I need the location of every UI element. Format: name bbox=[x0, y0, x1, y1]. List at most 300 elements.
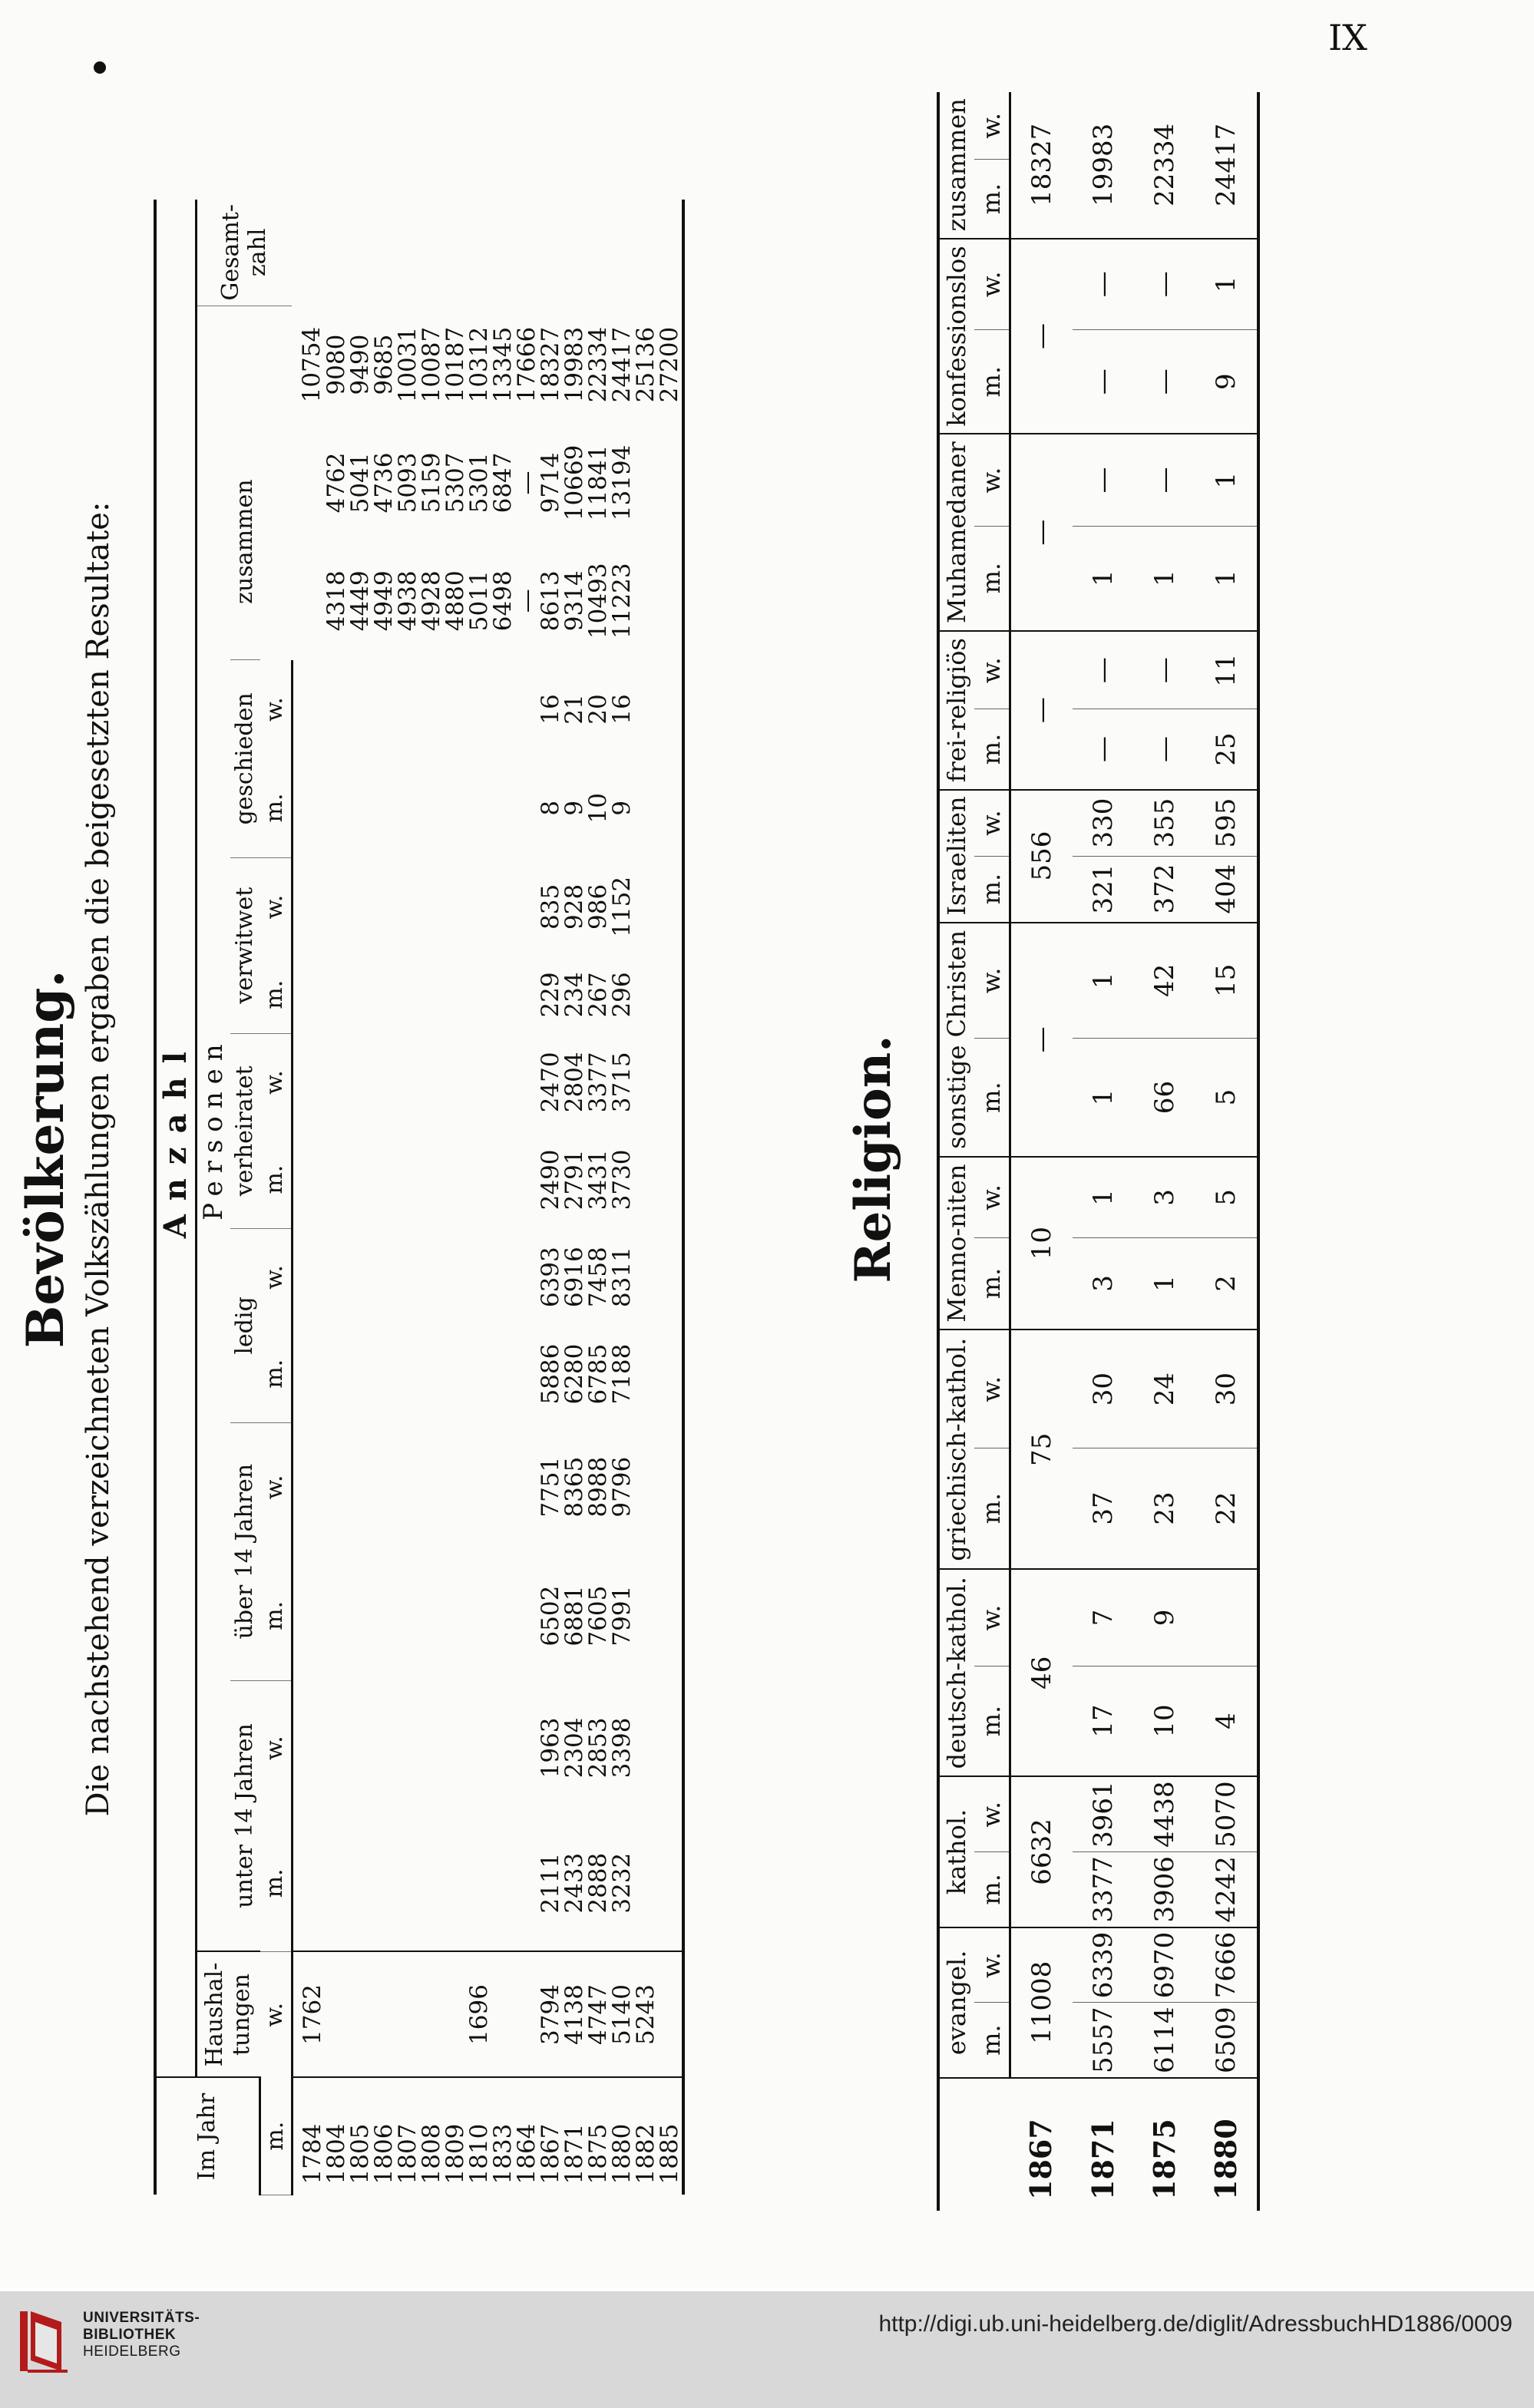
cell-verw: 2470 bbox=[536, 1052, 564, 1113]
cell-zw: 4736 bbox=[369, 452, 398, 514]
cell-total: 9490 bbox=[345, 334, 374, 395]
freireligioes-header: frei-religiös bbox=[938, 631, 974, 790]
cell-gem bbox=[491, 758, 515, 857]
cell-ledw bbox=[325, 1228, 349, 1325]
cell-total: 10087 bbox=[417, 326, 445, 403]
cell-katw: 3961 bbox=[1073, 1776, 1134, 1851]
table-row bbox=[372, 200, 396, 2195]
rel-header-male: m. bbox=[974, 526, 1010, 631]
population-title: Bevölkerung. bbox=[15, 969, 75, 1349]
cell-zw: 5093 bbox=[393, 452, 422, 514]
cell-vwm bbox=[325, 956, 349, 1034]
cell-verw bbox=[491, 1033, 515, 1131]
religion-table bbox=[937, 92, 1260, 2211]
cell-sonw: 15 bbox=[1195, 923, 1258, 1039]
rel-header-male: m. bbox=[974, 1851, 1010, 1927]
cell-verm bbox=[491, 1131, 515, 1228]
table-row bbox=[658, 200, 683, 2195]
cell-households: 4747 bbox=[587, 1952, 610, 2078]
cell-ledm: 7188 bbox=[607, 1343, 636, 1405]
cell-dk_total: 46 bbox=[1010, 1569, 1073, 1776]
cell-u14w bbox=[420, 1680, 444, 1815]
ledig-header: ledig bbox=[230, 1228, 260, 1422]
cell-vww bbox=[515, 857, 539, 956]
cell-evm: 5557 bbox=[1073, 2003, 1134, 2078]
cell-o14m bbox=[325, 1551, 349, 1680]
cell-vww: 1152 bbox=[607, 876, 636, 937]
cell-sonm: 5 bbox=[1195, 1039, 1258, 1158]
cell-o14w: 8988 bbox=[584, 1456, 612, 1518]
verheiratet-header: verheiratet bbox=[230, 1033, 260, 1228]
cell-evw: 6339 bbox=[1073, 1927, 1134, 2003]
library-name-line1: UNIVERSITÄTS- bbox=[83, 2310, 200, 2326]
cell-menm: 3 bbox=[1073, 1237, 1134, 1330]
cell-konm: 9 bbox=[1195, 329, 1258, 434]
cell-verm: 3730 bbox=[607, 1149, 636, 1211]
cell-total: 25136 bbox=[631, 326, 660, 403]
table-row bbox=[610, 200, 634, 2195]
cell-vwm bbox=[658, 956, 683, 1034]
cell-katm: 4242 bbox=[1195, 1851, 1258, 1927]
households-header: Haushal-tungen bbox=[197, 1952, 260, 2078]
cell-verm bbox=[325, 1131, 349, 1228]
cell-ledm: 5886 bbox=[536, 1343, 564, 1405]
cell-vwm bbox=[292, 956, 325, 1034]
cell-households bbox=[420, 1952, 444, 2078]
cell-o14m: 6881 bbox=[560, 1585, 588, 1647]
cell-ledm bbox=[349, 1326, 372, 1422]
cell-verm bbox=[634, 1131, 658, 1228]
cell-muhm: 1 bbox=[1073, 526, 1134, 631]
cell-verm bbox=[420, 1131, 444, 1228]
cell-vwm: 267 bbox=[584, 972, 612, 1018]
cell-households bbox=[372, 1952, 396, 2078]
cell-gew bbox=[658, 660, 683, 759]
cell-o14w bbox=[325, 1422, 349, 1551]
cell-total: 9080 bbox=[322, 334, 350, 395]
griechkathol-header: griechisch-kathol. bbox=[938, 1330, 974, 1569]
cell-katw: 4438 bbox=[1134, 1776, 1195, 1851]
cell-verm bbox=[349, 1131, 372, 1228]
cell-gew bbox=[468, 660, 491, 759]
header-female: w. bbox=[260, 1422, 293, 1551]
cell-total: 13345 bbox=[488, 326, 517, 403]
cell-households bbox=[349, 1952, 372, 2078]
cell-o14w bbox=[468, 1422, 491, 1551]
cell-u14m bbox=[349, 1815, 372, 1952]
cell-konw: — bbox=[1073, 239, 1134, 330]
cell-ev_total: 11008 bbox=[1010, 1927, 1073, 2078]
cell-verw bbox=[372, 1033, 396, 1131]
cell-menw: 5 bbox=[1195, 1157, 1258, 1237]
cell-gew bbox=[420, 660, 444, 759]
cell-vwm bbox=[372, 956, 396, 1034]
cell-gew bbox=[491, 660, 515, 759]
cell-evw: 6970 bbox=[1134, 1927, 1195, 2003]
cell-verw bbox=[396, 1033, 420, 1131]
cell-ledm bbox=[292, 1326, 325, 1422]
cell-u14m: 2433 bbox=[563, 1815, 587, 1952]
header-male: m. bbox=[260, 1326, 293, 1422]
geschieden-header: geschieden bbox=[230, 660, 260, 857]
rel-header-female: w. bbox=[974, 1776, 1010, 1851]
cell-u14m: 2888 bbox=[587, 1815, 610, 1952]
cell-u14m bbox=[468, 1815, 491, 1952]
cell-zus: 24417 bbox=[1195, 92, 1258, 239]
cell-o14m: 7605 bbox=[584, 1585, 612, 1647]
cell-zm: 11223 bbox=[607, 563, 636, 639]
rel-header-female: w. bbox=[974, 1927, 1010, 2003]
cell-konw: 1 bbox=[1195, 239, 1258, 330]
religion-rows bbox=[1010, 92, 1258, 2211]
rel-header-male: m. bbox=[974, 160, 1010, 239]
cell-verm bbox=[396, 1131, 420, 1228]
cell-menw: 1 bbox=[1073, 1157, 1134, 1237]
cell-gkw: 24 bbox=[1134, 1330, 1195, 1448]
cell-o14w: 9796 bbox=[607, 1456, 636, 1518]
table-row bbox=[1073, 92, 1134, 2211]
source-url-link[interactable]: http://digi.ub.uni-heidelberg.de/diglit/AdressbuchHD1886/0009 bbox=[878, 2311, 1513, 2337]
cell-o14w bbox=[349, 1422, 372, 1551]
muhamedaner-header: Muhamedaner bbox=[938, 434, 974, 630]
cell-gew bbox=[325, 660, 349, 759]
cell-men_total: 10 bbox=[1010, 1157, 1073, 1330]
cell-zm: 4928 bbox=[417, 570, 445, 632]
cell-sonw: 1 bbox=[1073, 923, 1134, 1039]
year-cell: 1784 bbox=[298, 2123, 326, 2185]
cell-menm: 2 bbox=[1195, 1237, 1258, 1330]
cell-gew bbox=[349, 660, 372, 759]
cell-vwm bbox=[515, 956, 539, 1034]
cell-u14m bbox=[658, 1815, 683, 1952]
header-male: m. bbox=[260, 956, 293, 1034]
cell-dkm: 4 bbox=[1195, 1666, 1258, 1776]
cell-o14w: 7751 bbox=[536, 1456, 564, 1518]
cell-u14m bbox=[491, 1815, 515, 1952]
cell-u14w bbox=[634, 1680, 658, 1815]
cell-dkw: 7 bbox=[1073, 1569, 1134, 1666]
cell-households: 4138 bbox=[563, 1952, 587, 2078]
rotated-content bbox=[0, 46, 1534, 2272]
population-table bbox=[154, 200, 685, 2195]
cell-isrw: 330 bbox=[1073, 790, 1134, 857]
cell-verm bbox=[468, 1131, 491, 1228]
cell-vww bbox=[444, 857, 468, 956]
table-row bbox=[539, 200, 563, 2195]
cell-u14w bbox=[372, 1680, 396, 1815]
cell-ledw bbox=[372, 1228, 396, 1325]
cell-o14w bbox=[292, 1422, 325, 1551]
year-cell: 1882 bbox=[631, 2123, 660, 2185]
cell-zw: 13194 bbox=[607, 444, 636, 521]
library-logo-icon bbox=[17, 2307, 71, 2376]
table-row bbox=[292, 200, 325, 2195]
over14-header: über 14 Jahren bbox=[230, 1422, 260, 1680]
col-year-header: Im Jahr bbox=[155, 2078, 260, 2195]
cell-zm bbox=[658, 542, 683, 660]
cell-zw: 4762 bbox=[322, 452, 350, 514]
cell-vww bbox=[292, 857, 325, 956]
cell-zm bbox=[634, 542, 658, 660]
cell-ledw bbox=[349, 1228, 372, 1325]
cell-vww bbox=[634, 857, 658, 956]
cell-isr_total: 556 bbox=[1010, 790, 1073, 923]
cell-ledm bbox=[372, 1326, 396, 1422]
cell-frm: — bbox=[1073, 709, 1134, 790]
cell-gem: 8 bbox=[536, 800, 564, 816]
rel-header-male: m. bbox=[974, 2003, 1010, 2078]
cell-u14w bbox=[349, 1680, 372, 1815]
cell-households bbox=[491, 1952, 515, 2078]
cell-o14w bbox=[491, 1422, 515, 1551]
cell-frm: — bbox=[1134, 709, 1195, 790]
cell-u14w bbox=[292, 1680, 325, 1815]
cell-konw: — bbox=[1134, 239, 1195, 330]
cell-verw bbox=[515, 1033, 539, 1131]
cell-gew bbox=[444, 660, 468, 759]
cell-zm: 8613 bbox=[536, 570, 564, 632]
cell-muhw: 1 bbox=[1195, 434, 1258, 526]
cell-ledm bbox=[444, 1326, 468, 1422]
cell-o14m bbox=[444, 1551, 468, 1680]
cell-households: 5243 bbox=[634, 1952, 658, 2078]
rel-year-cell: 1880 bbox=[1208, 2119, 1244, 2200]
population-subtitle: Die nachstehend verzeichneten Volkszählungen ergaben die beigesetzten Resultate: bbox=[81, 501, 116, 1817]
rel-header-male: m. bbox=[974, 1666, 1010, 1776]
cell-verm bbox=[372, 1131, 396, 1228]
cell-zw: — bbox=[512, 471, 541, 495]
header-male: m. bbox=[260, 1815, 293, 1952]
cell-verm bbox=[658, 1131, 683, 1228]
cell-vwm bbox=[634, 956, 658, 1034]
cell-verw bbox=[468, 1033, 491, 1131]
cell-vww: 835 bbox=[536, 884, 564, 930]
cell-households bbox=[396, 1952, 420, 2078]
cell-vwm bbox=[349, 956, 372, 1034]
header-male: m. bbox=[260, 1551, 293, 1680]
header-female: w. bbox=[260, 660, 293, 759]
cell-zw: 11841 bbox=[584, 444, 612, 521]
cell-gkm: 22 bbox=[1195, 1448, 1258, 1569]
cell-u14m bbox=[292, 1815, 325, 1952]
rel-header-male: m. bbox=[974, 1448, 1010, 1569]
evangel-header: evangel. bbox=[938, 1927, 974, 2078]
cell-o14m: 7991 bbox=[607, 1585, 636, 1647]
cell-ledw bbox=[444, 1228, 468, 1325]
rel-header-male: m. bbox=[974, 329, 1010, 434]
cell-gem: 9 bbox=[607, 800, 636, 816]
cell-o14w bbox=[420, 1422, 444, 1551]
cell-verw bbox=[325, 1033, 349, 1131]
cell-zw: 10669 bbox=[560, 444, 588, 521]
table-row bbox=[587, 200, 610, 2195]
cell-zm bbox=[292, 542, 325, 660]
cell-isrm: 372 bbox=[1134, 856, 1195, 923]
cell-o14w bbox=[515, 1422, 539, 1551]
rel-header-male: m. bbox=[974, 1237, 1010, 1330]
cell-ledw: 8311 bbox=[607, 1247, 636, 1308]
cell-u14w: 3398 bbox=[607, 1717, 636, 1779]
year-cell: 1810 bbox=[464, 2123, 493, 2185]
header-female: w. bbox=[260, 1033, 293, 1131]
cell-total: 19983 bbox=[560, 326, 588, 403]
cell-frw: 11 bbox=[1195, 631, 1258, 709]
cell-zw bbox=[292, 424, 325, 542]
under14-header: unter 14 Jahren bbox=[230, 1680, 260, 1951]
cell-u14w bbox=[658, 1680, 683, 1815]
cell-zus_total: 18327 bbox=[1010, 92, 1073, 239]
cell-dkw bbox=[1195, 1569, 1258, 1666]
cell-u14m: 2111 bbox=[539, 1815, 563, 1952]
cell-ledm bbox=[515, 1326, 539, 1422]
israeliten-header: Israeliten bbox=[938, 790, 974, 923]
rel-header-male: m. bbox=[974, 1039, 1010, 1158]
cell-verw bbox=[444, 1033, 468, 1131]
cell-fr_total: — bbox=[1010, 631, 1073, 790]
cell-total: 10312 bbox=[464, 326, 493, 403]
rel-year-cell: 1867 bbox=[1023, 2119, 1059, 2200]
cell-menm: 1 bbox=[1134, 1237, 1195, 1330]
cell-total: 10187 bbox=[441, 326, 469, 403]
table-row bbox=[396, 200, 420, 2195]
cell-vwm: 234 bbox=[560, 972, 588, 1018]
year-cell: 1880 bbox=[607, 2123, 636, 2185]
cell-total: 17666 bbox=[512, 326, 541, 403]
cell-total: 27200 bbox=[655, 326, 683, 403]
cell-vww bbox=[325, 857, 349, 956]
cell-vww: 986 bbox=[584, 884, 612, 930]
cell-zm: 4880 bbox=[441, 570, 469, 632]
cell-u14m: 3232 bbox=[610, 1815, 634, 1952]
cell-dkm: 17 bbox=[1073, 1666, 1134, 1776]
library-name-line2: BIBLIOTHEK bbox=[83, 2327, 177, 2343]
cell-konm: — bbox=[1073, 329, 1134, 434]
cell-verm bbox=[292, 1131, 325, 1228]
cell-evw: 7666 bbox=[1195, 1927, 1258, 2003]
cell-vww bbox=[420, 857, 444, 956]
footer-bar bbox=[0, 2291, 1534, 2408]
religion-title: Religion. bbox=[845, 1035, 902, 1283]
cell-total: 22334 bbox=[584, 326, 612, 403]
cell-gem bbox=[444, 758, 468, 857]
deutschkathol-header: deutsch-kathol. bbox=[938, 1569, 974, 1776]
cell-vwm bbox=[420, 956, 444, 1034]
cell-zus: 22334 bbox=[1134, 92, 1195, 239]
table-row bbox=[634, 200, 658, 2195]
cell-u14m bbox=[515, 1815, 539, 1952]
table-row bbox=[468, 200, 491, 2195]
cell-ledw bbox=[634, 1228, 658, 1325]
cell-konm: — bbox=[1134, 329, 1195, 434]
cell-vww bbox=[491, 857, 515, 956]
cell-o14m bbox=[515, 1551, 539, 1680]
cell-zw bbox=[658, 424, 683, 542]
year-cell: 1875 bbox=[584, 2123, 612, 2185]
cell-ledw: 6393 bbox=[536, 1247, 564, 1308]
cell-ledm bbox=[634, 1326, 658, 1422]
cell-ledm bbox=[491, 1326, 515, 1422]
cell-total: 24417 bbox=[607, 326, 636, 403]
cell-gem bbox=[420, 758, 444, 857]
cell-u14w: 1963 bbox=[536, 1717, 564, 1779]
sonstige-header: sonstige Christen bbox=[938, 923, 974, 1158]
table-row bbox=[1010, 92, 1073, 2211]
cell-vwm bbox=[468, 956, 491, 1034]
cell-ledm: 6785 bbox=[584, 1343, 612, 1405]
cell-frw: — bbox=[1134, 631, 1195, 709]
cell-verw: 3377 bbox=[584, 1052, 612, 1113]
cell-vww bbox=[658, 857, 683, 956]
cell-muhm: 1 bbox=[1134, 526, 1195, 631]
cell-o14m bbox=[396, 1551, 420, 1680]
cell-vww bbox=[396, 857, 420, 956]
cell-o14m bbox=[491, 1551, 515, 1680]
cell-vwm bbox=[491, 956, 515, 1034]
cell-gew: 16 bbox=[607, 694, 636, 725]
cell-gem bbox=[515, 758, 539, 857]
cell-katw: 5070 bbox=[1195, 1776, 1258, 1851]
cell-vwm bbox=[396, 956, 420, 1034]
cell-gew: 16 bbox=[536, 694, 564, 725]
table-row bbox=[563, 200, 587, 2195]
cell-ledw: 7458 bbox=[584, 1247, 612, 1308]
rel-header-male: m. bbox=[974, 709, 1010, 790]
cell-zw: 5307 bbox=[441, 452, 469, 514]
cell-katm: 3906 bbox=[1134, 1851, 1195, 1927]
cell-verm bbox=[444, 1131, 468, 1228]
cell-dkw: 9 bbox=[1134, 1569, 1195, 1666]
rel-year-cell: 1871 bbox=[1086, 2119, 1121, 2200]
cell-ledm bbox=[325, 1326, 349, 1422]
cell-o14m bbox=[634, 1551, 658, 1680]
rel-year-header bbox=[938, 2078, 1010, 2211]
cell-o14m bbox=[420, 1551, 444, 1680]
cell-muhw: — bbox=[1134, 434, 1195, 526]
cell-gem: 10 bbox=[584, 792, 612, 824]
cell-u14m bbox=[444, 1815, 468, 1952]
page-number: IX bbox=[1328, 17, 1367, 58]
table-row bbox=[515, 200, 539, 2195]
cell-o14w bbox=[658, 1422, 683, 1551]
cell-ledm bbox=[396, 1326, 420, 1422]
cell-u14w bbox=[515, 1680, 539, 1815]
cell-dkm: 10 bbox=[1134, 1666, 1195, 1776]
cell-ledw bbox=[292, 1228, 325, 1325]
year-cell: 1804 bbox=[322, 2123, 350, 2185]
personen-header: Personen bbox=[197, 306, 231, 1951]
cell-isrw: 595 bbox=[1195, 790, 1258, 857]
rel-header-female: w. bbox=[974, 1569, 1010, 1666]
cell-households bbox=[325, 1952, 349, 2078]
cell-gem bbox=[658, 758, 683, 857]
rel-header-female: w. bbox=[974, 239, 1010, 330]
year-cell: 1864 bbox=[512, 2123, 541, 2185]
cell-gew bbox=[396, 660, 420, 759]
cell-zm: 4938 bbox=[393, 570, 422, 632]
table-row bbox=[1195, 92, 1258, 2211]
cell-isrw: 355 bbox=[1134, 790, 1195, 857]
cell-verw bbox=[349, 1033, 372, 1131]
cell-o14m bbox=[658, 1551, 683, 1680]
cell-u14w bbox=[468, 1680, 491, 1815]
rel-zusammen-header: zusammen bbox=[938, 92, 974, 239]
cell-vww bbox=[349, 857, 372, 956]
cell-gem bbox=[372, 758, 396, 857]
year-cell: 1833 bbox=[488, 2123, 517, 2185]
rel-header-female: w. bbox=[974, 631, 1010, 709]
cell-ledm: 6280 bbox=[560, 1343, 588, 1405]
cell-ledw bbox=[491, 1228, 515, 1325]
